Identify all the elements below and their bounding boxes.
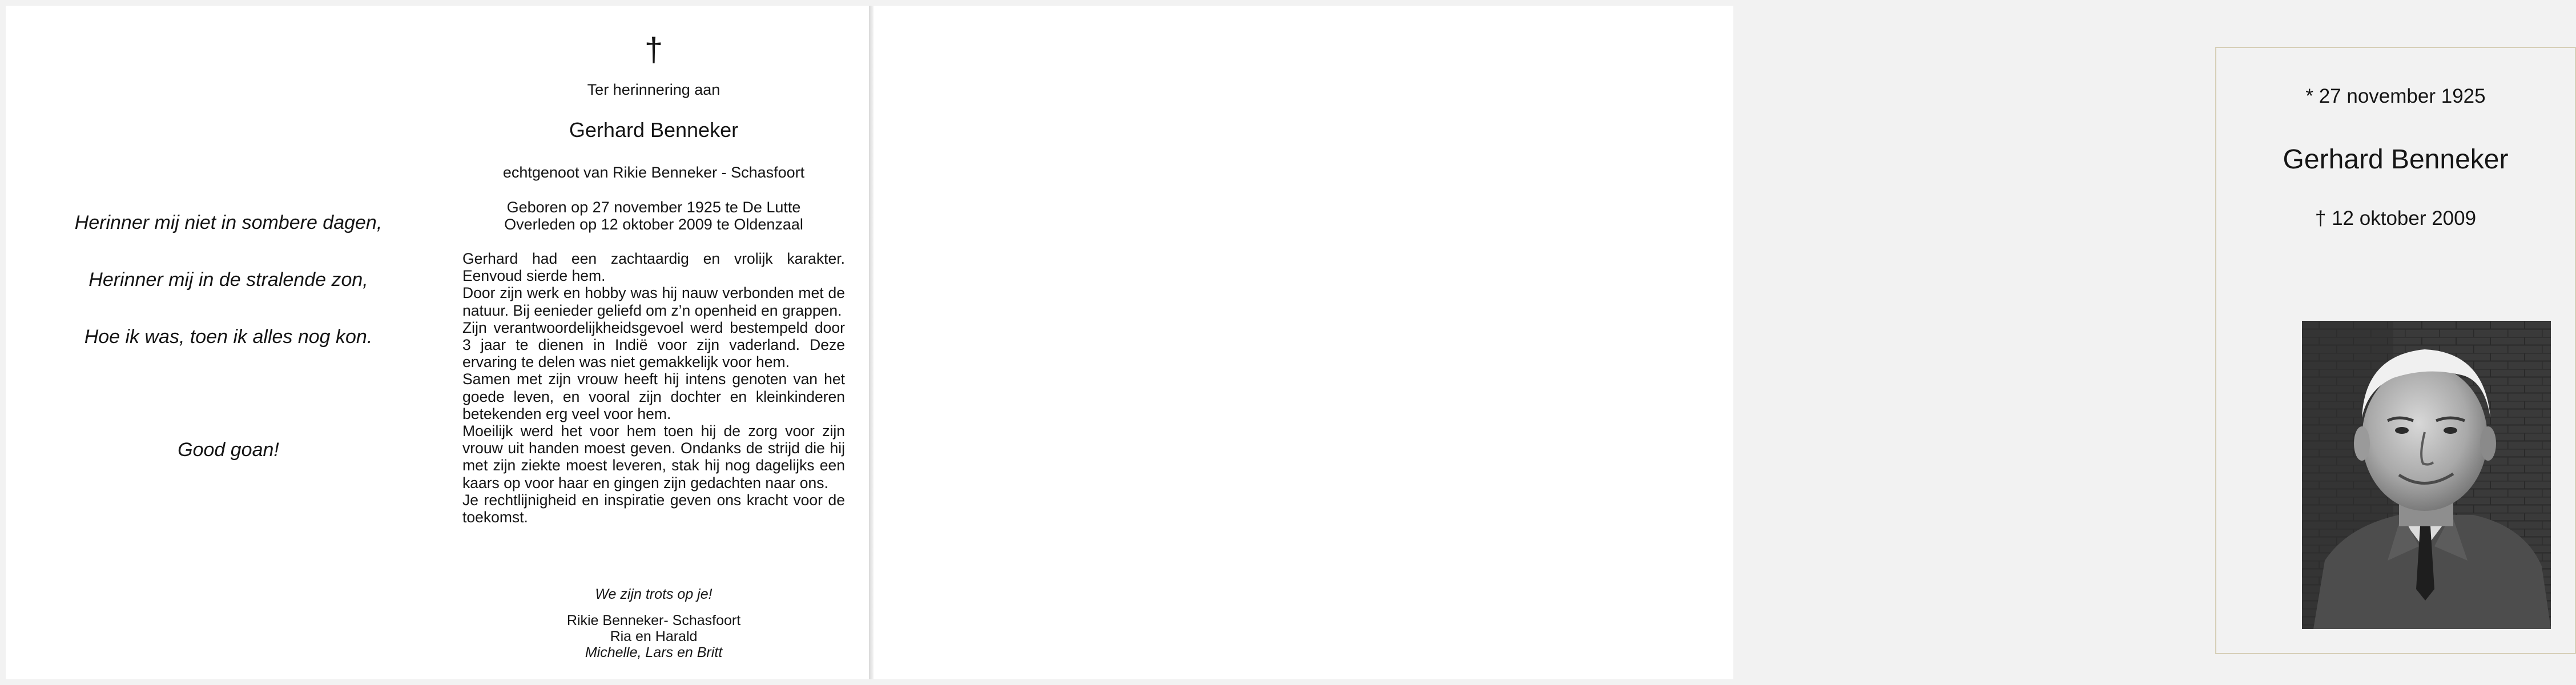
deceased-name: Gerhard Benneker: [569, 118, 739, 142]
death-line: Overleden op 12 oktober 2009 te Oldenzaal: [504, 216, 803, 233]
portrait-illustration: [2302, 321, 2551, 629]
card-inner-spread: [6, 6, 869, 679]
poem-line-3: Hoe ik was, toen ik alles nog kon.: [84, 326, 373, 348]
biography: [462, 250, 845, 526]
bio-paragraph: Je rechtlijnigheid en inspiratie geven ons kracht voor de toekomst.: [462, 491, 845, 526]
closing-line: We zijn trots op je!: [595, 586, 713, 602]
bio-paragraph: Door zijn werk en hobby was hij nauw verbonden met de natuur. Bij eenieder geliefd om z’n openheid en grappen.: [462, 284, 845, 319]
signature-line: Rikie Benneker- Schasfoort: [566, 613, 741, 628]
front-birth-date: * 27 november 1925: [2305, 85, 2486, 107]
signature-line: Michelle, Lars en Britt: [585, 644, 723, 660]
memorial-text-panel: [462, 6, 845, 679]
card-fold: [869, 6, 874, 679]
poem-line-2: Herinner mij in de stralende zon,: [88, 269, 368, 291]
bio-paragraph: Samen met zijn vrouw heeft hij intens genoten van het goede leven, en vooral zijn dochter en kleinkinderen betekenden erg veel voor hem.: [462, 370, 845, 422]
memorial-intro: Ter herinnering aan: [587, 81, 721, 98]
front-death-date: † 12 oktober 2009: [2315, 207, 2477, 229]
front-frame: [2215, 47, 2576, 654]
poem-farewell: Good goan!: [178, 439, 279, 461]
birth-line: Geboren op 27 november 1925 te De Lutte: [506, 199, 801, 216]
portrait-photo-icon: [2302, 321, 2551, 629]
poem-line-1: Herinner mij niet in sombere dagen,: [74, 212, 383, 233]
card-front: [874, 6, 2509, 679]
bio-paragraph: Zijn verantwoordelijkheidsgevoel werd bestempeld door 3 jaar te dienen in Indië voor zijn vaderland. Deze ervaring te delen was niet gemakkelijk voor hem.: [462, 319, 845, 371]
bio-paragraph: Moeilijk werd het voor hem toen hij de zorg voor zijn vrouw uit handen moest geven. Ondanks de strijd die hij met zijn ziekte moest leveren, stak hij nog dagelijks een kaars op voor haar en gingen zijn gedachten naar ons.: [462, 422, 845, 491]
front-name: Gerhard Benneker: [2283, 144, 2509, 175]
bio-paragraph: Gerhard had een zachtaardig en vrolijk karakter. Eenvoud sierde hem.: [462, 250, 845, 285]
cross-icon: †: [644, 31, 663, 68]
spouse-line: echtgenoot van Rikie Benneker - Schasfoort: [502, 164, 805, 181]
signature-line: Ria en Harald: [610, 628, 698, 644]
